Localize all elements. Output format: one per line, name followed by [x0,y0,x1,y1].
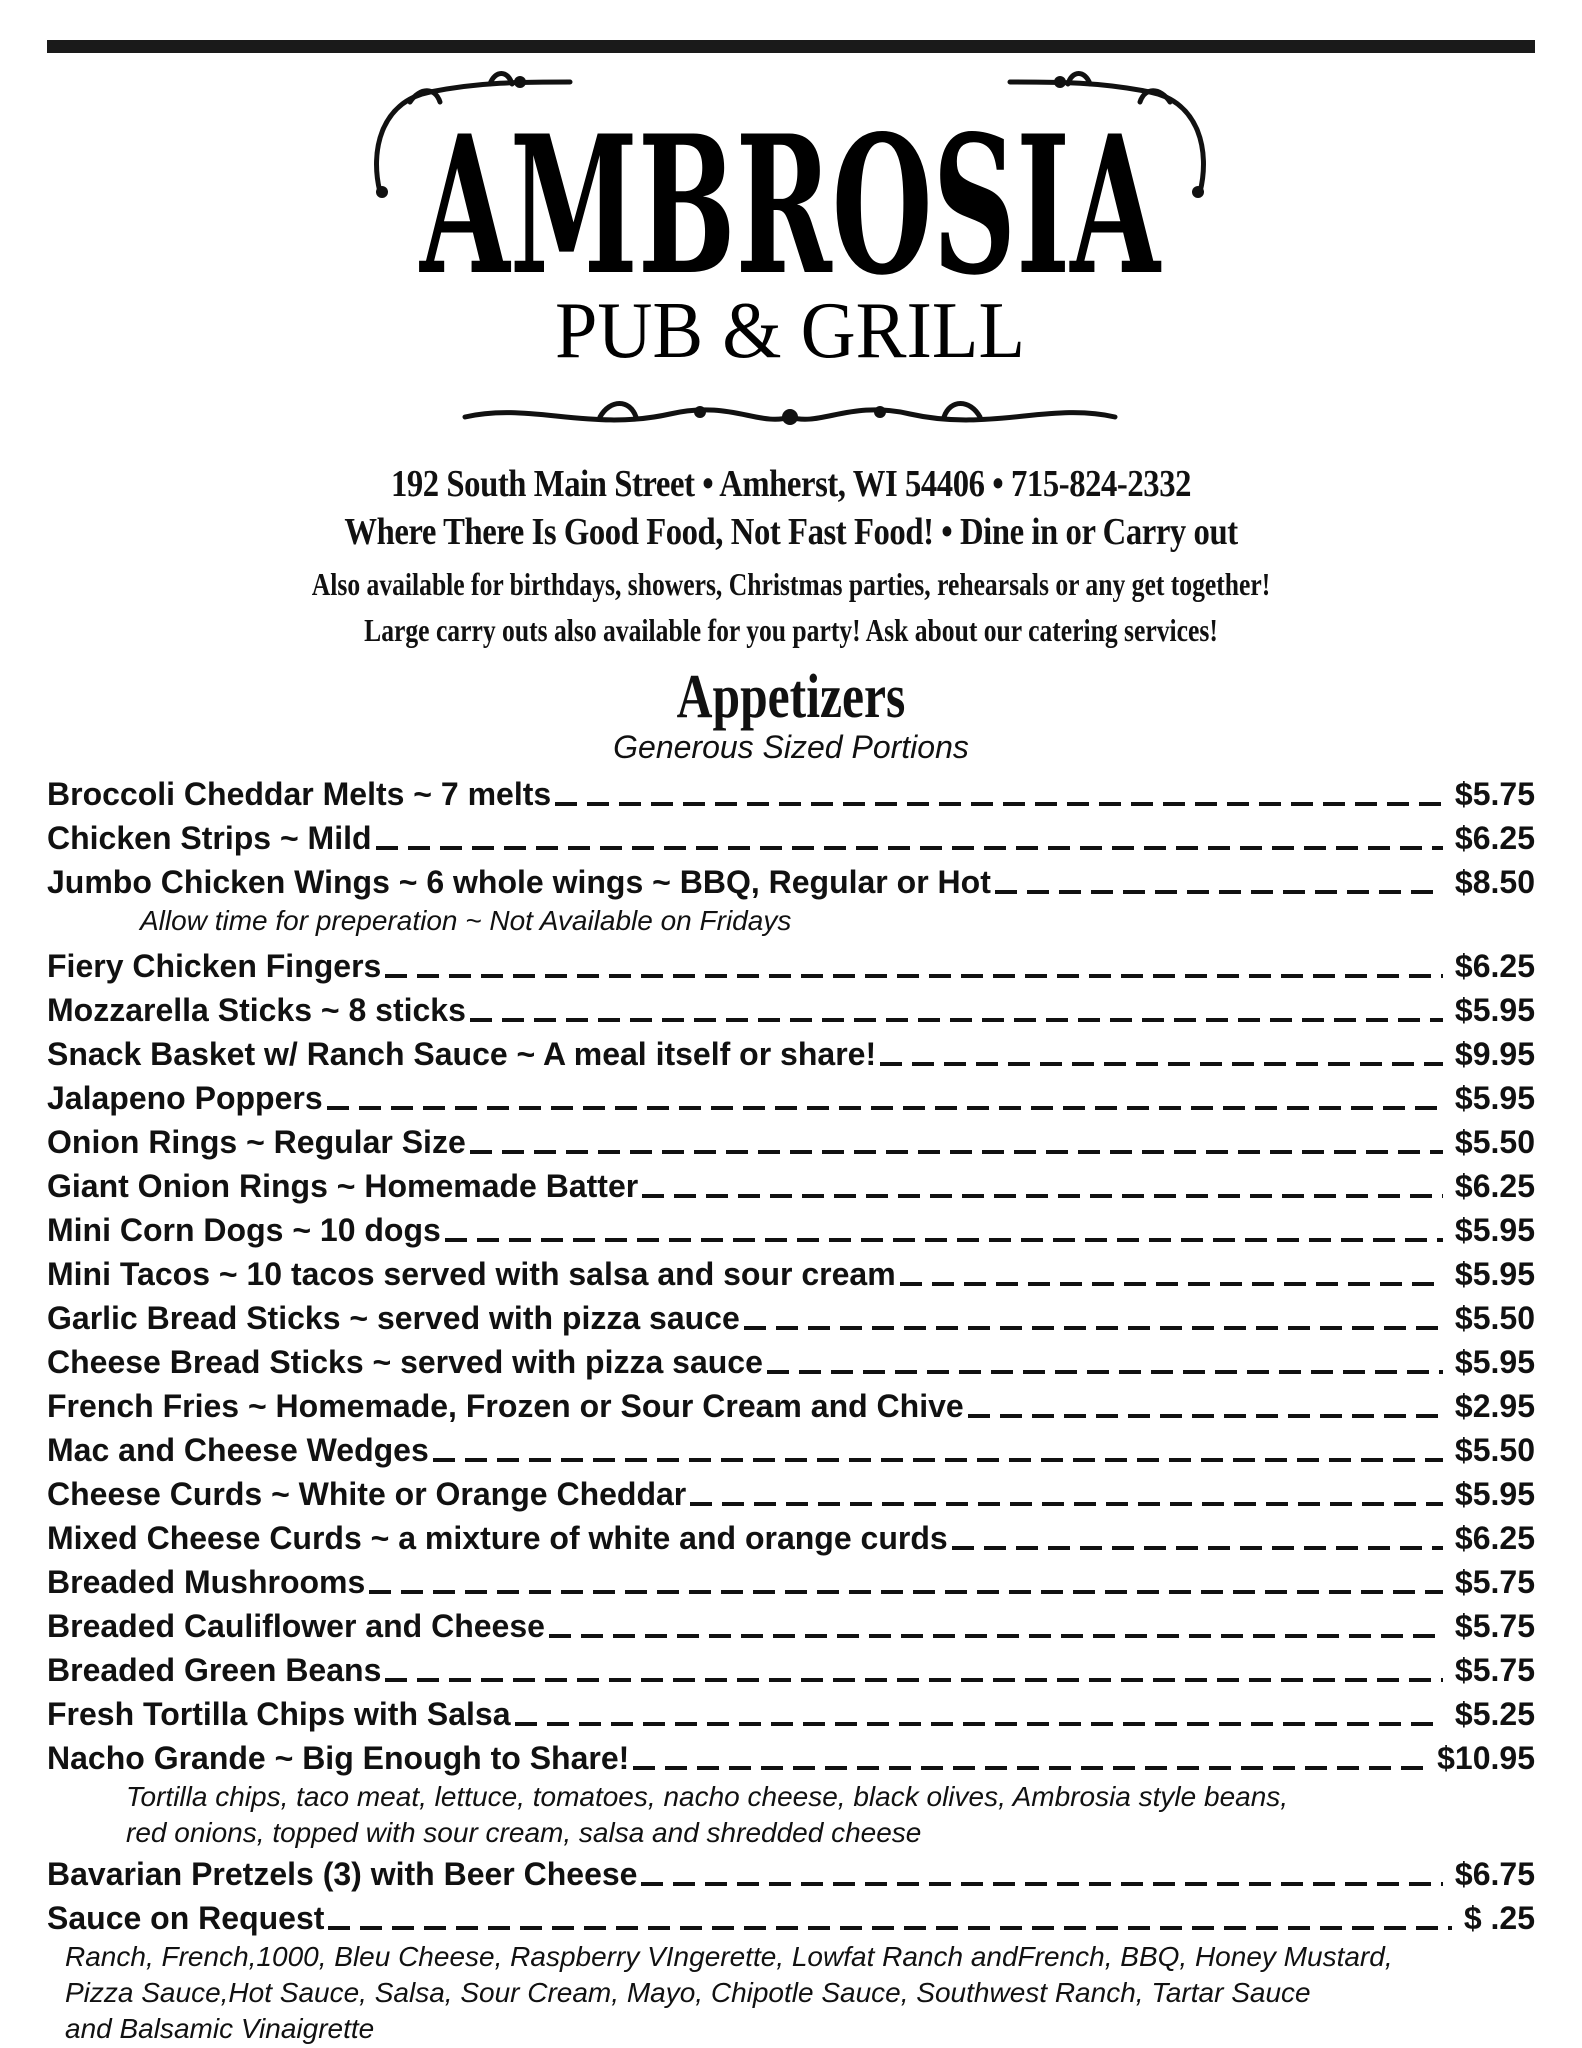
item-note: Ranch, French,1000, Bleu Cheese, Raspberry VIngerette, Lowfat Ranch andFrench, BBQ, Honey Mustard, [65,1941,1393,1972]
dotted-leader [767,1370,1443,1374]
carryout-line: Large carry outs also available for you party! Ask about our catering services! [364,612,1218,648]
dotted-leader [433,1458,1443,1462]
item-name: Mini Tacos ~ 10 tacos served with salsa and sour cream [47,1256,896,1292]
dotted-leader [952,1546,1443,1550]
dotted-leader [549,1634,1443,1638]
item-price: $5.95 [1454,1344,1535,1380]
section-subtitle: Generous Sized Portions [613,729,969,765]
section-title: Appetizers [676,663,906,731]
dotted-leader [328,1926,1451,1930]
item-name: Mozzarella Sticks ~ 8 sticks [47,992,466,1028]
item-name: Mini Corn Dogs ~ 10 dogs [47,1212,441,1248]
item-name: Mixed Cheese Curds ~ a mixture of white and orange curds [47,1520,948,1556]
item-note: Tortilla chips, taco meat, lettuce, tomatoes, nacho cheese, black olives, Ambrosia style beans, [126,1781,1289,1812]
menu-item [47,1602,1535,1646]
item-name: French Fries ~ Homemade, Frozen or Sour Cream and Chive [47,1388,964,1424]
logo-title: AMBROSIA [418,94,1162,317]
top-rule [47,40,1535,53]
item-price: $5.95 [1454,992,1535,1028]
dotted-leader [376,846,1443,850]
item-name: Garlic Bread Sticks ~ served with pizza sauce [47,1300,740,1336]
item-price: $5.95 [1454,1212,1535,1248]
item-price: $5.75 [1454,1652,1535,1688]
dotted-leader [385,974,1443,978]
item-price: $5.95 [1454,1256,1535,1292]
item-price: $6.75 [1454,1856,1535,1892]
item-name: Fresh Tortilla Chips with Salsa [47,1696,511,1732]
menu-item [47,1646,1535,1690]
dotted-leader [515,1722,1443,1726]
logo-subtitle: PUB & GRILL [555,287,1025,375]
menu-item [47,1470,1535,1514]
address-line: 192 South Main Street • Amherst, WI 54406 • 715-824-2332 [390,463,1192,505]
dotted-leader [641,1882,1442,1886]
item-name: Jumbo Chicken Wings ~ 6 whole wings ~ BBQ, Regular or Hot [47,864,991,900]
menu-item [47,814,1535,858]
menu-item [47,1074,1535,1118]
item-name: Cheese Bread Sticks ~ served with pizza sauce [47,1344,763,1380]
menu-list [47,770,1557,2046]
item-price: $5.50 [1454,1432,1535,1468]
item-price: $6.25 [1454,1520,1535,1556]
item-name: Breaded Cauliflower and Cheese [47,1608,545,1644]
menu-item [47,1118,1535,1162]
item-name: Fiery Chicken Fingers [47,948,382,984]
dotted-leader [995,890,1443,894]
item-name: Onion Rings ~ Regular Size [47,1124,466,1160]
menu-item [47,770,1535,814]
dotted-leader [900,1282,1443,1286]
item-price: $6.25 [1454,1168,1535,1204]
menu-item [47,1250,1535,1294]
menu-item [47,1030,1535,1074]
item-price: $ .25 [1463,1900,1535,1936]
item-note: red onions, topped with sour cream, salsa and shredded cheese [126,1817,922,1848]
menu-item [47,1514,1535,1558]
menu-item [47,1294,1535,1338]
menu-item [47,1558,1535,1602]
dotted-leader [470,1018,1443,1022]
dotted-leader [744,1326,1443,1330]
menu-item [47,1162,1535,1206]
menu-item [47,1894,1535,1938]
item-name: Breaded Green Beans [47,1652,382,1688]
item-price: $5.95 [1454,1080,1535,1116]
item-note: Pizza Sauce,Hot Sauce, Salsa, Sour Cream, Mayo, Chipotle Sauce, Southwest Ranch, Tartar Sauce [65,1977,1311,2008]
dotted-leader [642,1194,1443,1198]
item-price: $6.25 [1454,820,1535,856]
menu-item [47,1690,1535,1734]
menu-item [47,1382,1535,1426]
logo-art [370,62,1210,462]
dotted-leader [555,802,1443,806]
item-price: $2.95 [1454,1388,1535,1424]
menu-item [47,1850,1535,1894]
dotted-leader [880,1062,1443,1066]
item-name: Snack Basket w/ Ranch Sauce ~ A meal itself or share! [47,1036,877,1072]
item-price: $5.75 [1454,776,1535,812]
item-price: $9.95 [1454,1036,1535,1072]
dotted-leader [968,1414,1443,1418]
item-price: $8.50 [1454,864,1535,900]
item-price: $5.25 [1454,1696,1535,1732]
dotted-leader [327,1106,1443,1110]
availability-line: Also available for birthdays, showers, Christmas parties, rehearsals or any get together! [311,566,1271,602]
menu-item [47,858,1535,902]
item-name: Jalapeno Poppers [47,1080,323,1116]
item-note: and Balsamic Vinaigrette [65,2013,375,2044]
item-name: Cheese Curds ~ White or Orange Cheddar [47,1476,687,1512]
item-price: $5.75 [1454,1564,1535,1600]
dotted-leader [385,1678,1443,1682]
dotted-leader [445,1238,1443,1242]
item-name: Breaded Mushrooms [47,1564,366,1600]
item-price: $10.95 [1437,1740,1535,1776]
item-price: $5.75 [1454,1608,1535,1644]
item-name: Broccoli Cheddar Melts ~ 7 melts [47,776,552,812]
menu-item [47,1338,1535,1382]
menu-item [47,1206,1535,1250]
menu-item [47,942,1535,986]
restaurant-logo [370,62,1210,462]
dotted-leader [369,1590,1443,1594]
dotted-leader [690,1502,1443,1506]
item-note: Allow time for preperation ~ Not Available on Fridays [140,905,792,936]
item-name: Giant Onion Rings ~ Homemade Batter [47,1168,639,1204]
menu-item [47,1734,1535,1778]
menu-item [47,986,1535,1030]
menu-item [47,1426,1535,1470]
item-price: $5.95 [1454,1476,1535,1512]
dotted-leader [633,1766,1425,1770]
dotted-leader [470,1150,1443,1154]
item-name: Bavarian Pretzels (3) with Beer Cheese [47,1856,638,1892]
item-name: Sauce on Request [47,1900,325,1936]
slogan-line: Where There Is Good Food, Not Fast Food! • Dine in or Carry out [344,511,1238,553]
item-price: $6.25 [1454,948,1535,984]
item-price: $5.50 [1454,1124,1535,1160]
item-name: Mac and Cheese Wedges [47,1432,429,1468]
item-price: $5.50 [1454,1300,1535,1336]
item-name: Nacho Grande ~ Big Enough to Share! [47,1740,630,1776]
item-name: Chicken Strips ~ Mild [47,820,372,856]
